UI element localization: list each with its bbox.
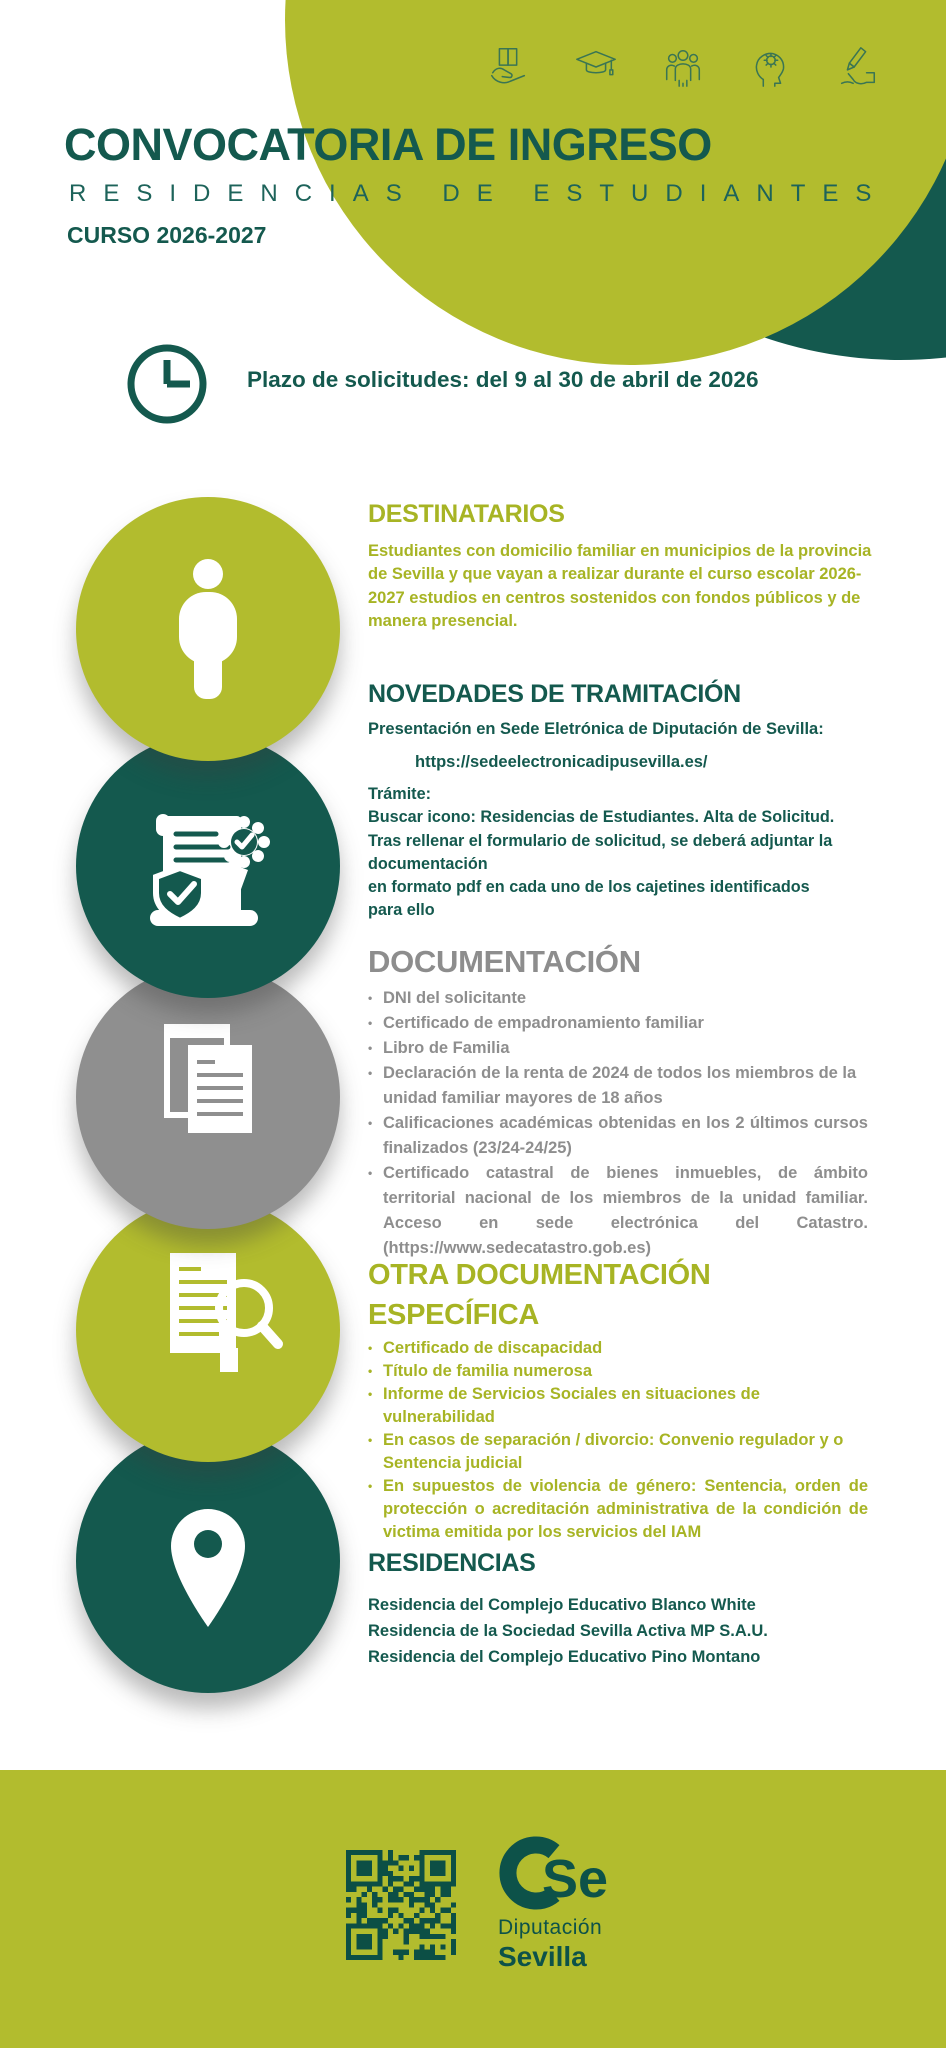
residencias-heading: RESIDENCIAS — [368, 1549, 536, 1577]
poster-title: CONVOCATORIA DE INGRESO — [64, 119, 712, 170]
document-search-icon — [76, 1198, 340, 1462]
residencia-line: Residencia del Complejo Educativo Pino Montano — [368, 1648, 761, 1666]
tramite-block — [368, 783, 913, 923]
documentacion-heading: DOCUMENTACIÓN — [368, 944, 641, 979]
deadline-text: Plazo de solicitudes: del 9 al 30 de abril de 2026 — [247, 367, 759, 392]
sede-electronica-url: https://sedeelectronicadipusevilla.es/ — [415, 753, 708, 771]
map-pin-icon — [76, 1429, 340, 1693]
tramite-line: Tras rellenar el formulario de solicitud, se deberá adjuntar la — [368, 831, 833, 850]
people-group-icon — [660, 44, 706, 90]
documentacion-circle — [76, 965, 340, 1229]
otra-heading-line2: ESPECÍFICA — [368, 1299, 540, 1331]
graduation-cap-icon — [573, 44, 619, 90]
head-with-gear-icon — [747, 44, 793, 90]
list-item: • Certificado de empadronamiento familiar — [368, 1011, 868, 1036]
clock-icon — [126, 343, 208, 425]
shield-check — [156, 868, 204, 921]
tramitacion-circle — [76, 734, 340, 998]
tramite-line: para ello — [368, 901, 435, 920]
logo-mark-text: Se — [542, 1849, 609, 1909]
book-in-hand-icon — [486, 44, 532, 90]
header-icon-row — [486, 44, 880, 90]
tramite-line: Buscar icono: Residencias de Estudiantes. Alta de Solicitud. — [368, 808, 835, 827]
list-item: • Calificaciones académicas obtenidas en los 2 últimos cursos finalizados (23/24-24/25) — [368, 1111, 868, 1161]
list-item: • Certificado de discapacidad — [368, 1337, 868, 1360]
residencia-line: Residencia del Complejo Educativo Blanco White — [368, 1596, 756, 1614]
otra-documentacion-circle — [76, 1198, 340, 1462]
org-name-line1: Diputación — [498, 1916, 603, 1939]
hand-signing-icon — [834, 44, 880, 90]
course-year: CURSO 2026-2027 — [67, 222, 267, 248]
otra-documentacion-list — [368, 1337, 868, 1544]
list-item: • Libro de Familia — [368, 1036, 868, 1061]
dse-logo-mark — [498, 1833, 610, 1913]
certificate-icon — [76, 734, 340, 998]
tramite-line: documentación — [368, 854, 488, 873]
poster-subtitle: RESIDENCIAS DE ESTUDIANTES — [69, 180, 889, 207]
residencia-line: Residencia de la Sociedad Sevilla Activa MP S.A.U. — [368, 1622, 768, 1640]
list-item: • Certificado catastral de bienes inmuebles, de ámbito territorial nacional de los miembros de la unidad familiar. Acceso en sede electrónica del Catastro. (https://www.sedecatastro.gob.es) — [368, 1161, 868, 1261]
diputacion-sevilla-logo — [498, 1833, 610, 1971]
novedades-intro: Presentación en Sede Eletrónica de Diputación de Sevilla: — [368, 720, 824, 738]
destinatarios-body: Estudiantes con domicilio familiar en municipios de la provincia de Sevilla y que vayan a realizar durante el curso escolar 2026-2027 estudios en centros sostenidos con fondos públicos y de manera presencial. — [368, 542, 872, 630]
person-icon — [76, 497, 340, 761]
otra-heading-line1: OTRA DOCUMENTACIÓN — [368, 1259, 711, 1291]
tramite-line: Trámite: — [368, 785, 431, 803]
list-item: • DNI del solicitante — [368, 986, 868, 1011]
residencias-list — [368, 1592, 768, 1670]
residencias-circle — [76, 1429, 340, 1693]
destinatarios-heading: DESTINATARIOS — [368, 500, 565, 528]
documentacion-list — [368, 986, 868, 1261]
org-name-line2: Sevilla — [498, 1941, 587, 1972]
list-item: • En supuestos de violencia de género: Sentencia, orden de protección o acreditación administrativa de la condición de victima emitida por los servicios del IAM — [368, 1475, 868, 1544]
list-item: • Declaración de la renta de 2024 de todos los miembros de la unidad familiar mayores de 18 años — [368, 1061, 868, 1111]
documents-icon — [76, 965, 340, 1229]
list-item: • Título de familia numerosa — [368, 1360, 868, 1383]
tramite-line: en formato pdf en cada uno de los cajetines identificados — [368, 878, 810, 897]
otra-documentacion-heading — [368, 1255, 711, 1335]
list-item: • En casos de separación / divorcio: Convenio regulador y o Sentencia judicial — [368, 1429, 868, 1475]
list-item: • Informe de Servicios Sociales en situaciones de vulnerabilidad — [368, 1383, 868, 1429]
destinatarios-circle — [76, 497, 340, 761]
qr-code — [346, 1850, 456, 1960]
novedades-heading: NOVEDADES DE TRAMITACIÓN — [368, 680, 741, 708]
footer-band — [0, 1770, 946, 2048]
